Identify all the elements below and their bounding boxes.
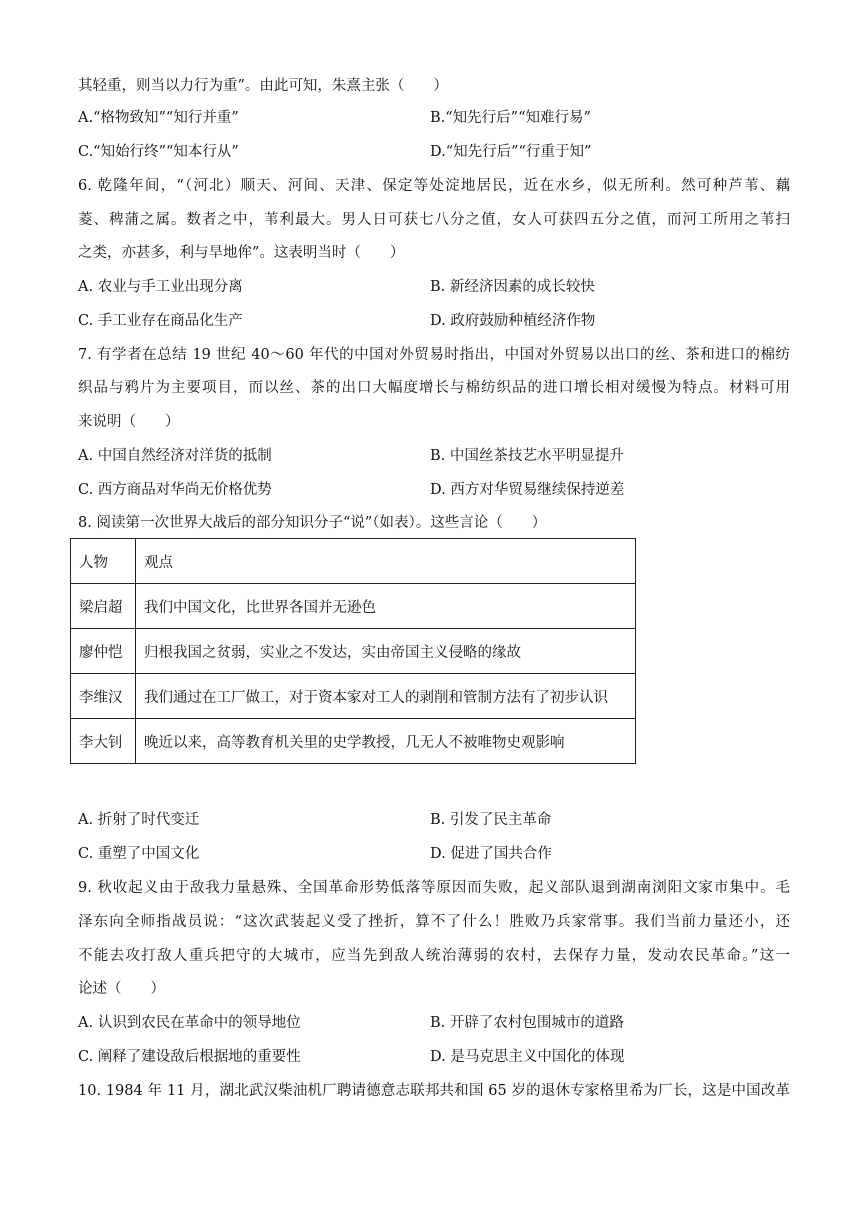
q9-stem-line-3: 不能去攻打敌人重兵把守的大城市，应当先到敌人统治薄弱的农村，去保存力量，发动农民革命。”这一: [78, 948, 790, 964]
q9-stem-line-4: 论述（ ）: [78, 981, 165, 997]
q9-stem-line-1: 9. 秋收起义由于敌我力量悬殊、全国革命形势低落等原因而失败，起义部队退到湖南浏阳文家市集中。毛: [78, 880, 790, 896]
q5-option-b: B.“知先行后”“知难行易”: [430, 110, 591, 126]
q9-option-c: C. 阐释了建设敌后根据地的重要性: [78, 1049, 301, 1065]
q5-stem-tail: 其轻重，则当以力行为重”。由此可知，朱熹主张（ ）: [78, 78, 448, 94]
table-cell-view: 晚近以来，高等教育机关里的史学教授，几无人不被唯物史观影响: [136, 719, 636, 764]
q9-stem-line-2: 泽东向全师指战员说：“这次武装起义受了挫折，算不了什么！胜败乃兵家常事。我们当前力量还小，还: [78, 914, 790, 930]
table-header-person: 人物: [71, 539, 136, 584]
q5-option-a: A.“格物致知”“知行并重”: [78, 110, 239, 126]
table-row: [71, 584, 636, 629]
table-row: [71, 719, 636, 764]
table-cell-view: 我们通过在工厂做工，对于资本家对工人的剥削和管制方法有了初步认识: [136, 674, 636, 719]
q6-option-d: D. 政府鼓励种植经济作物: [430, 313, 596, 329]
q7-stem-line-1: 7. 有学者在总结 19 世纪 40～60 年代的中国对外贸易时指出，中国对外贸易以出口的丝、茶和进口的棉纺: [78, 347, 790, 363]
q9-option-d: D. 是马克思主义中国化的体现: [430, 1049, 625, 1065]
q6-option-a: A. 农业与手工业出现分离: [78, 279, 243, 295]
q5-option-c: C.“知始行终”“知本行从”: [78, 144, 239, 160]
q8-option-d: D. 促进了国共合作: [430, 846, 552, 862]
q10-stem-line-1: 10. 1984 年 11 月，湖北武汉柴油机厂聘请德意志联邦共和国 65 岁的退休专家格里希为厂长，这是中国改革: [78, 1083, 790, 1099]
q7-option-c: C. 西方商品对华尚无价格优势: [78, 482, 272, 498]
q8-option-c: C. 重塑了中国文化: [78, 846, 200, 862]
q9-option-a: A. 认识到农民在革命中的领导地位: [78, 1015, 301, 1031]
table-row: [71, 674, 636, 719]
q9-option-b: B. 开辟了农村包围城市的道路: [430, 1015, 624, 1031]
q8-option-a: A. 折射了时代变迁: [78, 812, 200, 828]
q7-stem-line-3: 来说明（ ）: [78, 414, 180, 430]
q6-option-b: B. 新经济因素的成长较快: [430, 279, 595, 295]
q5-option-d: D.“知先行后”“行重于知”: [430, 144, 592, 160]
table-cell-person: 李大钊: [71, 719, 136, 764]
q6-stem-line-2: 菱、稗蒲之属。数者之中，苇利最大。男人日可获七八分之值，女人可获四五分之值，而河工所用之苇扫: [78, 212, 790, 228]
q7-stem-line-2: 织品与鸦片为主要项目，而以丝、茶的出口大幅度增长与棉纺织品的进口增长相对缓慢为特点。材料可用: [78, 380, 790, 396]
q8-option-b: B. 引发了民主革命: [430, 812, 552, 828]
table-cell-person: 廖仲恺: [71, 629, 136, 674]
q8-table: [70, 538, 636, 764]
table-header-view: 观点: [136, 539, 636, 584]
table-cell-view: 归根我国之贫弱，实业之不发达，实由帝国主义侵略的缘故: [136, 629, 636, 674]
table-cell-person: 李维汉: [71, 674, 136, 719]
table-row: [71, 629, 636, 674]
q7-option-a: A. 中国自然经济对洋货的抵制: [78, 448, 272, 464]
q7-option-b: B. 中国丝茶技艺水平明显提升: [430, 448, 624, 464]
q6-stem-line-1: 6. 乾隆年间，“（河北）顺天、河间、天津、保定等处淀地居民，近在水乡，似无所利。然可种芦苇、藕: [78, 178, 790, 194]
table-cell-view: 我们中国文化，比世界各国并无逊色: [136, 584, 636, 629]
q8-stem: 8. 阅读第一次世界大战后的部分知识分子“说”（如表）。这些言论（ ）: [78, 515, 547, 531]
q6-stem-line-3: 之类，亦甚多，利与旱地侔”。这表明当时（ ）: [78, 245, 405, 261]
table-header-row: [71, 539, 636, 584]
q6-option-c: C. 手工业存在商品化生产: [78, 313, 243, 329]
q7-option-d: D. 西方对华贸易继续保持逆差: [430, 482, 625, 498]
table-cell-person: 梁启超: [71, 584, 136, 629]
